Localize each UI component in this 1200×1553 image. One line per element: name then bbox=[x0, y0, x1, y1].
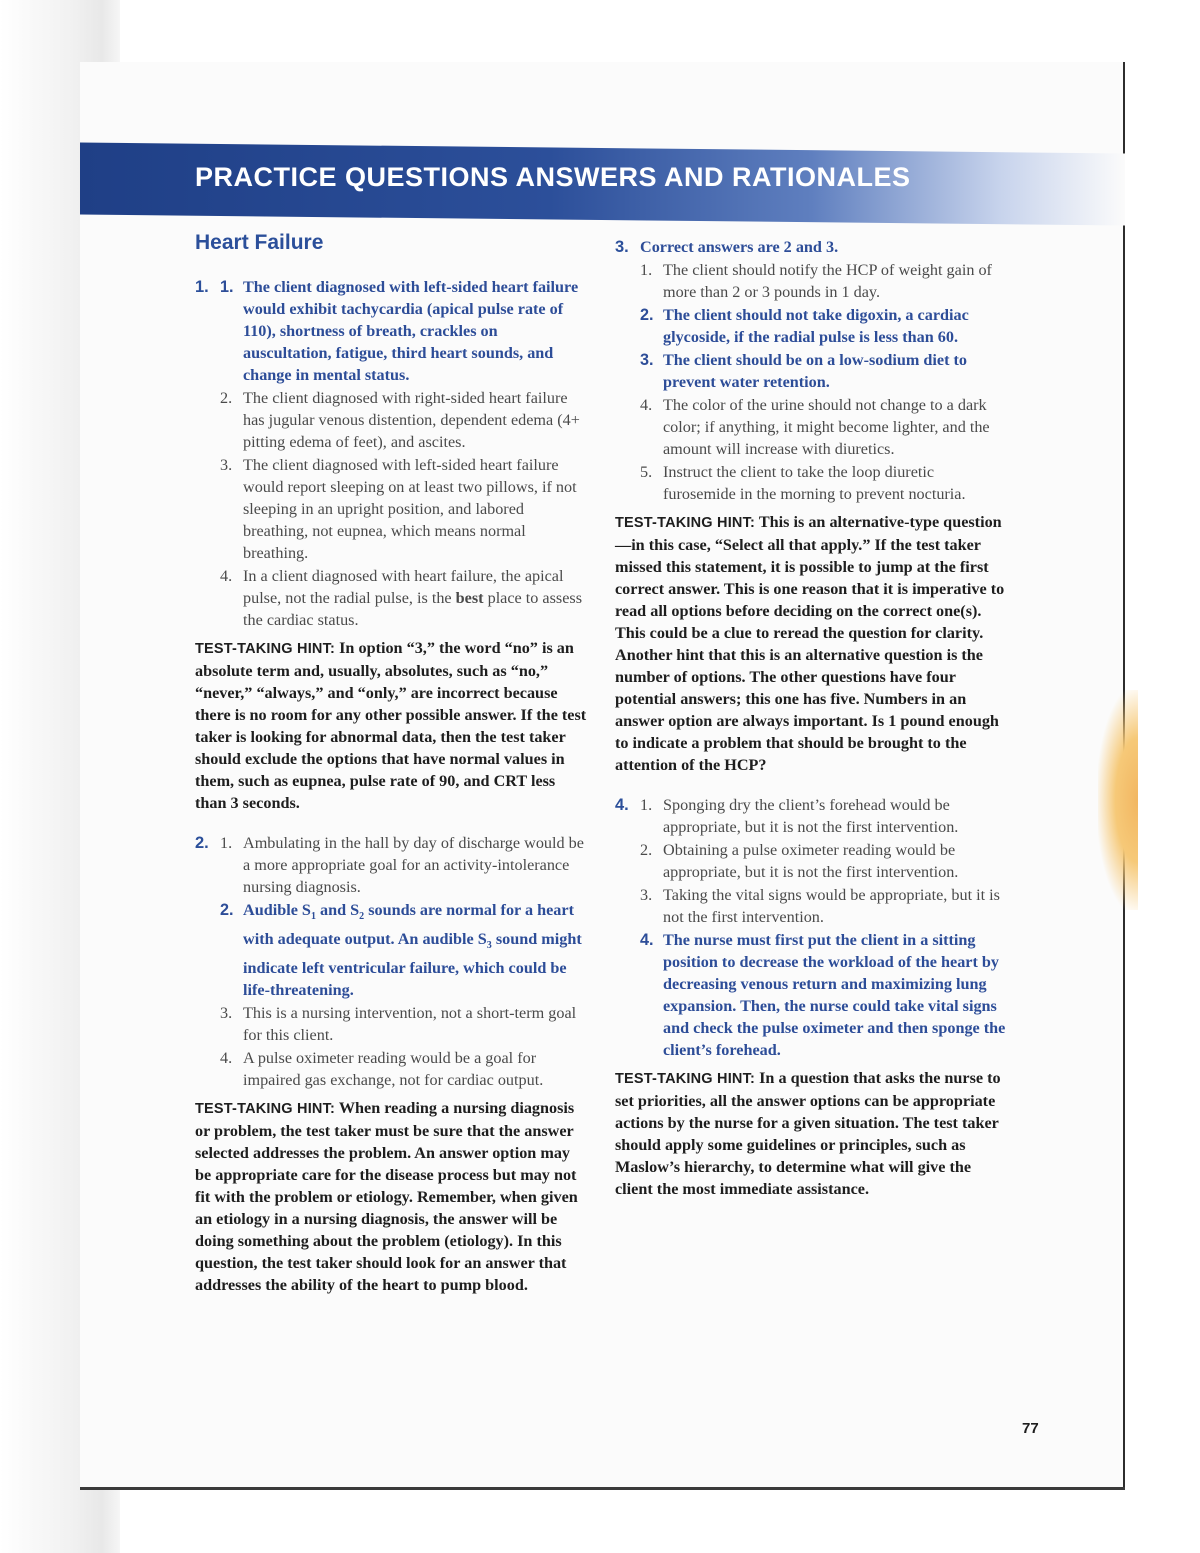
option-text: The client diagnosed with right-sided heart failure has jugular venous distention, dependent edema (4+ pitting edema of feet), and ascites. bbox=[243, 389, 580, 451]
test-taking-hint bbox=[615, 1067, 1010, 1200]
option-text: The client diagnosed with left-sided heart failure would report sleeping on at least two pillows, if not sleeping in an upright position, and labored breathing, not eupnea, which means normal breathing. bbox=[243, 456, 577, 562]
background-object bbox=[1098, 690, 1138, 910]
option-text: and S bbox=[315, 901, 360, 919]
option-number: 4. bbox=[220, 1049, 233, 1068]
answer-option bbox=[615, 259, 1010, 303]
page-title: PRACTICE QUESTIONS ANSWERS AND RATIONALES bbox=[195, 162, 911, 192]
answer-options bbox=[615, 259, 1010, 505]
hint-text: This is an alternative-type question—in this case, “Select all that apply.” If the test taker missed this statement, it is possible to jump at the first correct answer. This is one reason that it is imperative to read all options before deciding on the correct one(s). This could be a clue to reread the question for clarity. Another hint that this is an alternative question is the number of options. The other questions have four potential answers; this one has five. Numbers in an answer option are always important. Is 1 pound enough to indicate a problem that should be brought to the attention of the HCP? bbox=[615, 513, 1005, 774]
option-text: Sponging dry the client’s forehead would be appropriate, but it is not the first intervention. bbox=[663, 796, 959, 836]
answer-option bbox=[195, 565, 590, 631]
answer-option bbox=[195, 454, 590, 564]
answer-option-correct bbox=[195, 899, 590, 1001]
option-text: The nurse must first put the client in a sitting position to decrease the workload of the heart by decreasing venous return and maximizing lung expansion. Then, the nurse could take vital signs and check the pulse oximeter and then sponge the client’s forehead. bbox=[663, 931, 1006, 1059]
question-number: 4. bbox=[615, 796, 629, 814]
answer-option bbox=[195, 387, 590, 453]
option-text: This is a nursing intervention, not a short-term goal for this client. bbox=[243, 1004, 577, 1045]
option-text: The client should be on a low-sodium diet to prevent water retention. bbox=[663, 351, 968, 391]
question-4 bbox=[615, 794, 1010, 1200]
answer-options bbox=[195, 832, 590, 1091]
option-text: The client should not take digoxin, a cardiac glycoside, if the radial pulse is less than 60. bbox=[663, 306, 969, 346]
question-number: 1. bbox=[195, 278, 209, 296]
option-number: 2. bbox=[220, 901, 234, 919]
option-text: A pulse oximeter reading would be a goal for impaired gas exchange, not for cardiac output. bbox=[243, 1049, 544, 1090]
option-number: 4. bbox=[220, 567, 233, 585]
option-number: 2. bbox=[640, 841, 653, 859]
hint-label: TEST-TAKING HINT: bbox=[615, 1071, 756, 1087]
answer-option bbox=[195, 832, 590, 898]
answer-option bbox=[195, 1002, 590, 1046]
section-title: Heart Failure bbox=[195, 231, 324, 254]
hint-label: TEST-TAKING HINT: bbox=[195, 641, 336, 657]
test-taking-hint bbox=[615, 511, 1010, 776]
correct-answers-line: Correct answers are 2 and 3. bbox=[640, 238, 839, 256]
answer-option bbox=[615, 394, 1010, 460]
option-text: Taking the vital signs would be appropriate, but it is not the first intervention. bbox=[663, 886, 1000, 926]
question-number: 3. bbox=[615, 238, 629, 256]
option-number: 4. bbox=[640, 396, 653, 414]
option-text: sound might indicate left ventricular failure, which could be life-threatening. bbox=[243, 930, 582, 1000]
option-number: 2. bbox=[640, 306, 654, 324]
right-column bbox=[615, 236, 1010, 1218]
option-text: In a client diagnosed with heart failure, the apical pulse, not the radial pulse, is the bbox=[243, 567, 564, 607]
left-column bbox=[195, 232, 590, 1314]
subscript: 3 bbox=[486, 940, 492, 952]
option-text: The color of the urine should not change to a dark color; if anything, it might become lighter, and the amount will increase with diuretics. bbox=[663, 396, 990, 458]
answer-option-correct bbox=[195, 276, 590, 386]
hint-text: In a question that asks the nurse to set priorities, all the answer options can be appropriate actions by the nurse for a given situation. The test taker should apply some guidelines or principles, such as Maslow’s hierarchy, to determine what will give the client the most immediate assistance. bbox=[615, 1069, 1001, 1198]
option-number: 4. bbox=[640, 931, 654, 949]
question-3 bbox=[615, 236, 1010, 776]
option-text: Instruct the client to take the loop diuretic furosemide in the morning to prevent nocturia. bbox=[663, 463, 966, 503]
option-text: The client should notify the HCP of weight gain of more than 2 or 3 pounds in 1 day. bbox=[663, 261, 992, 301]
answer-option bbox=[615, 794, 1010, 838]
option-text: Ambulating in the hall by day of discharge would be a more appropriate goal for an activity-intolerance nursing diagnosis. bbox=[243, 834, 584, 896]
answer-option bbox=[195, 1047, 590, 1091]
option-number: 3. bbox=[220, 1004, 233, 1023]
option-number: 1. bbox=[220, 278, 234, 296]
option-number: 3. bbox=[640, 886, 653, 904]
answer-options bbox=[615, 794, 1010, 1061]
answer-options bbox=[195, 276, 590, 631]
hint-text: When reading a nursing diagnosis or problem, the test taker must be sure that the answer selected addresses the problem. An answer option may be appropriate care for the disease process but may not fit with the problem or etiology. Remember, when given an etiology in a nursing diagnosis, the answer will be doing something about the problem (etiology). In this question, the test taker should look for an answer that addresses the ability of the heart to pump blood. bbox=[195, 1099, 578, 1295]
option-number: 3. bbox=[640, 351, 654, 369]
option-text: sounds are normal for a heart with adequate output. An audible S bbox=[243, 901, 574, 949]
question-1 bbox=[195, 276, 590, 814]
hint-text: In option “3,” the word “no” is an absolute term and, usually, absolutes, such as “no,” “never,” “always,” and “only,” are incorrect because there is no room for any other possible answer. If the test taker is looking for abnormal data, then the test taker should exclude the options that have normal values in them, such as eupnea, pulse rate of 90, and CRT less than 3 seconds. bbox=[195, 639, 587, 812]
question-2 bbox=[195, 832, 590, 1296]
subscript: 2 bbox=[359, 911, 365, 923]
answer-option bbox=[615, 461, 1010, 505]
answer-option-correct bbox=[615, 929, 1010, 1061]
option-text: place to assess the cardiac status. bbox=[243, 589, 582, 629]
option-text: The client diagnosed with left-sided heart failure would exhibit tachycardia (apical pulse rate of 110), shortness of breath, crackles on auscultation, fatigue, third heart sounds, and change in mental status. bbox=[243, 278, 579, 384]
option-number: 3. bbox=[220, 456, 233, 474]
hint-label: TEST-TAKING HINT: bbox=[195, 1101, 336, 1118]
test-taking-hint bbox=[195, 1097, 590, 1296]
test-taking-hint bbox=[195, 637, 590, 814]
question-number: 2. bbox=[195, 834, 209, 852]
option-text: Obtaining a pulse oximeter reading would be appropriate, but it is not the first intervention. bbox=[663, 841, 959, 881]
option-number: 1. bbox=[640, 261, 653, 279]
option-number: 1. bbox=[220, 834, 233, 852]
answer-option-correct bbox=[615, 304, 1010, 348]
option-text: Audible S bbox=[243, 901, 311, 919]
option-number: 2. bbox=[220, 389, 233, 407]
answer-option-correct bbox=[615, 349, 1010, 393]
option-number: 1. bbox=[640, 796, 653, 814]
option-emphasis: best bbox=[455, 589, 484, 607]
option-number: 5. bbox=[640, 463, 653, 481]
answer-option bbox=[615, 884, 1010, 928]
answer-option bbox=[615, 839, 1010, 883]
hint-label: TEST-TAKING HINT: bbox=[615, 515, 756, 531]
subscript: 1 bbox=[310, 911, 316, 923]
page-number: 77 bbox=[1022, 1420, 1039, 1437]
